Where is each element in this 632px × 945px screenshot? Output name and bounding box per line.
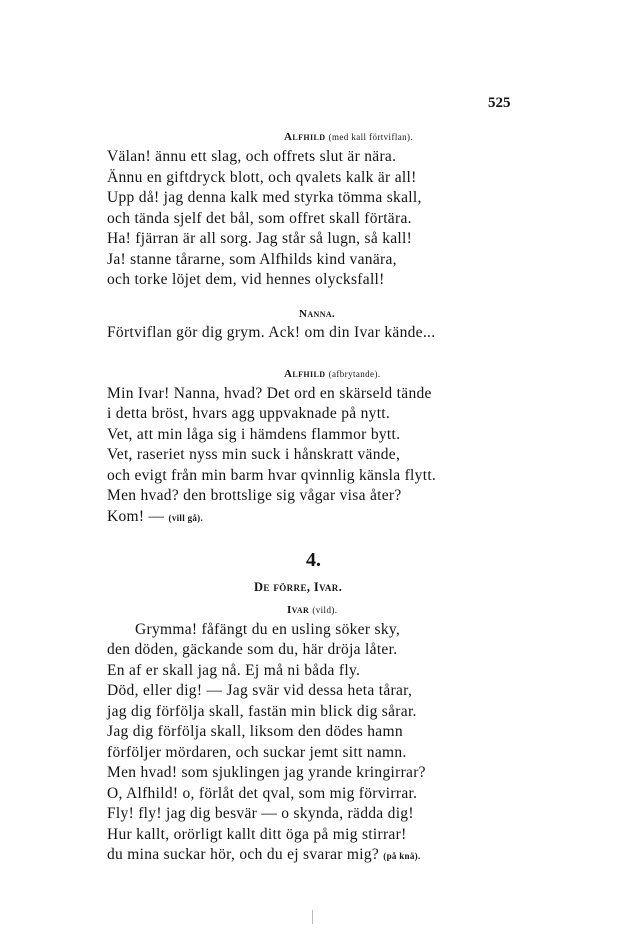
scene-number: 4. [306, 549, 321, 571]
verse-text: du mina suckar hör, och du ej svarar mig? [107, 846, 380, 863]
verse-line: Men hvad! som sjuklingen jag yrande kringirrar? [107, 764, 426, 781]
speaker-name: Ivar [287, 604, 310, 616]
speaker-alfhild [284, 131, 413, 143]
verse-line [107, 508, 203, 526]
stage-direction: (vild). [312, 605, 338, 615]
speaker-nanna [299, 308, 335, 320]
verse-line: Min Ivar! Nanna, hvad? Det ord en skärseld tände [107, 385, 432, 402]
verse-text: Kom! — [107, 508, 165, 525]
verse-line: Upp då! jag denna kalk med styrka tömma skall, [107, 189, 422, 206]
verse-line: Men hvad? den brottslige sig vågar visa åter? [107, 487, 402, 504]
speaker-name: Alfhild [284, 131, 326, 143]
verse-line: En af er skall jag nå. Ej må ni båda fly. [107, 662, 361, 679]
verse-line: och torke löjet dem, vid hennes olycksfall! [107, 271, 385, 288]
verse-line: Välan! ännu ett slag, och offrets slut är nära. [107, 148, 397, 165]
verse-line [107, 846, 421, 864]
page-number: 525 [488, 95, 511, 111]
verse-line: Ha! fjärran är all sorg. Jag står så lugn, så kall! [107, 230, 413, 247]
verse-line: Vet, raseriet nyss min suck i hånskratt vände, [107, 446, 401, 463]
verse-line: i detta bröst, hvars agg uppvaknade på nytt. [107, 405, 391, 422]
verse-line: den döden, gäckande som du, här dröja låter. [107, 641, 398, 658]
verse-line: förföljer mördaren, och suckar jemt sitt namn. [107, 744, 407, 761]
verse-line: Grymma! fåfängt du en usling söker sky, [135, 621, 401, 638]
verse-line: och tända sjelf det bål, som offret skall förtära. [107, 210, 412, 227]
speaker-name: Alfhild [284, 368, 326, 380]
stage-direction: (på knä). [383, 851, 421, 861]
verse-line: Hur kallt, orörligt kallt ditt öga på mig stirrar! [107, 826, 407, 843]
verse-line: Vet, att min låga sig i hämdens flammor bytt. [107, 426, 401, 443]
verse-line: Fly! fly! jag dig besvär — o skynda, rädda dig! [107, 805, 414, 822]
verse-line: Förtviflan gör dig grym. Ack! om din Ivar kände... [107, 324, 436, 341]
verse-line: Ja! stanne tårarne, som Alfhilds kind vanära, [107, 251, 397, 268]
verse-line: jag dig förfölja skall, fastän min blick dig sårar. [107, 703, 417, 720]
speaker-name: Nanna. [299, 308, 336, 320]
page-edge-mark [312, 910, 313, 924]
verse-line: och evigt från min barm hvar qvinnlig känsla flytt. [107, 467, 437, 484]
verse-line: Död, eller dig! — Jag svär vid dessa heta tårar, [107, 682, 413, 699]
scene-heading: De förre, Ivar. [254, 580, 343, 594]
stage-direction: (vill gå). [168, 513, 204, 523]
speaker-ivar [287, 604, 337, 616]
stage-direction: (med kall förtviflan). [328, 132, 414, 142]
stage-direction: (afbrytande). [328, 369, 381, 379]
verse-line: Jag dig förfölja skall, liksom den dödes hamn [107, 723, 403, 740]
speaker-alfhild [284, 368, 381, 380]
verse-line: O, Alfhild! o, förlåt det qval, som mig förvirrar. [107, 785, 418, 802]
verse-line: Ännu en giftdryck blott, och qvalets kalk är all! [107, 169, 417, 186]
